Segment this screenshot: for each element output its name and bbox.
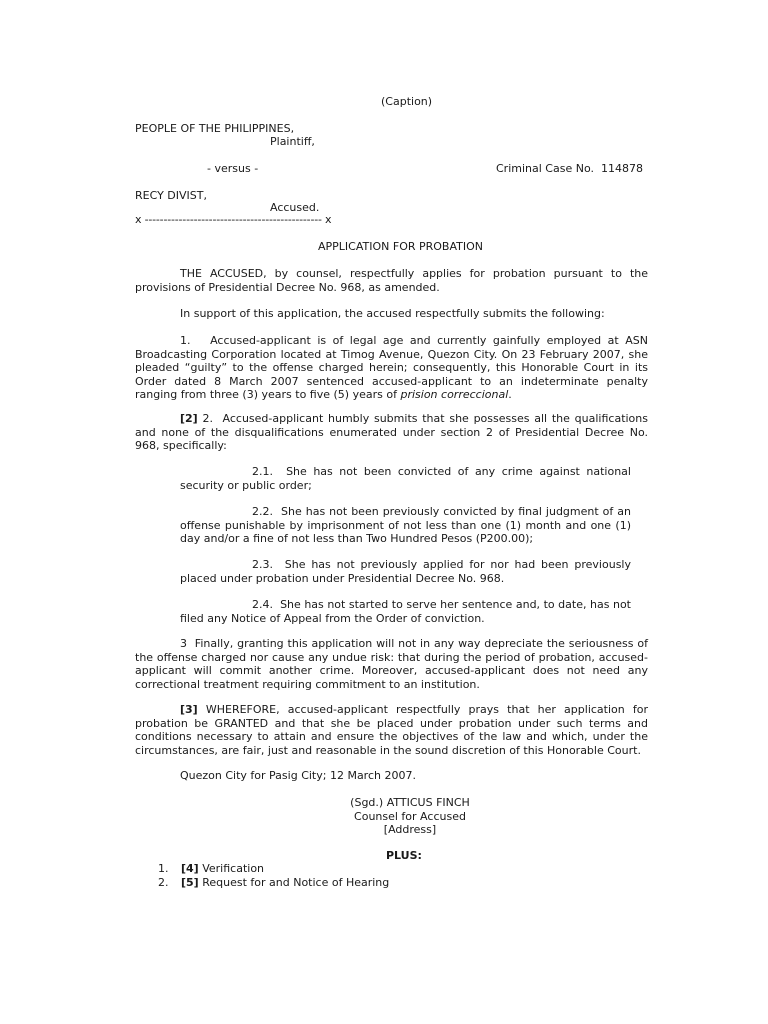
subitem-2-4 — [180, 598, 631, 625]
intro-text: THE ACCUSED, by counsel, respectfully applies for probation pursuant to the provisions of Presidential Decree No. 968, as amended. — [135, 267, 648, 294]
prayer-paragraph — [135, 703, 648, 757]
plaintiff-name: PEOPLE OF THE PHILIPPINES, — [135, 122, 295, 135]
support-paragraph — [135, 307, 648, 321]
plaintiff-role: Plaintiff, — [270, 135, 315, 148]
prayer-marker: [3] — [180, 703, 198, 716]
attachment-item — [158, 876, 389, 890]
document-title: APPLICATION FOR PROBATION — [318, 240, 483, 253]
attachment-item — [158, 862, 264, 876]
accused-role: Accused. — [270, 201, 320, 214]
caption: (Caption) — [381, 95, 433, 108]
intro-paragraph — [135, 267, 648, 294]
paragraph-3 — [135, 637, 648, 691]
attachment-number: 2. — [158, 876, 169, 889]
case-number: 114878 — [600, 162, 643, 175]
place-date-paragraph — [135, 769, 648, 783]
paragraph-2-marker: [2] — [180, 412, 198, 425]
attachment-number: 1. — [158, 862, 169, 875]
versus: - versus - — [207, 162, 259, 175]
place-date: Quezon City for Pasig City; 12 March 2007. — [180, 769, 416, 782]
paragraph-1-number: 1. — [180, 334, 191, 347]
signatory-title: Counsel for Accused — [354, 809, 466, 823]
signature-block — [300, 796, 520, 837]
paragraph-1-end: . — [508, 388, 512, 401]
paragraph-3-number: 3 — [180, 637, 187, 650]
paragraph-3-text: Finally, granting this application will not in any way depreciate the seriousness of the offense charged nor cause any undue risk: that during the period of probation, accused-applicant will commit another crime. Moreover, accused-applicant does not need any correctional treatment requiring commitment to an institution. — [135, 637, 648, 691]
accused-name: RECY DIVIST, — [135, 189, 207, 202]
attachment-label: Request for and Notice of Hearing — [202, 876, 390, 889]
subitem-2-3 — [180, 558, 631, 585]
paragraph-1-text: Accused-applicant is of legal age and currently gainfully employed at ASN Broadcasting Corporation located at Timog Avenue, Quezon City. On 23 February 2007, she pleaded “guilty” to the offense charged herein; consequently, this Honorable Court in its Order dated 8 March 2007 sentenced accused-applicant to an indeterminate penalty ranging from three (3) years to five (5) years of — [135, 334, 648, 401]
case-number-line — [496, 162, 643, 176]
signatory-name: (Sgd.) ATTICUS FINCH — [350, 796, 470, 809]
subitem-number: 2.2. — [252, 505, 273, 518]
subitem-text: She has not been previously convicted by final judgment of an offense punishable by imprisonment of not less than one (1) month and one (1) day and/or a fine of not less than Two Hundred Pesos (P200.00); — [180, 505, 632, 545]
subitem-text: She has not previously applied for nor had been previously placed under probation under Presidential Decree No. 968. — [180, 558, 631, 585]
prayer-text: WHEREFORE, accused-applicant respectfully prays that her application for probation be GRANTED and that she be placed under probation under such terms and conditions necessary to attain and ensure the objectives of the law and which, under the circumstances, are fair, just and reasonable in the sound discretion of this Honorable Court. — [135, 703, 648, 757]
subitem-number: 2.1. — [252, 465, 273, 478]
attachment-marker: [5] — [181, 876, 199, 889]
paragraph-2-number: 2. — [202, 412, 213, 425]
case-label: Criminal Case No. — [496, 162, 594, 175]
attachment-label: Verification — [202, 862, 265, 875]
signatory-address: [Address] — [383, 823, 437, 836]
subitem-number: 2.3. — [252, 558, 273, 571]
caption-separator: x ----------------------------------------------- x — [135, 213, 332, 226]
plus-heading: PLUS: — [386, 849, 422, 862]
paragraph-2 — [135, 412, 648, 453]
subitem-number: 2.4. — [252, 598, 273, 611]
attachment-marker: [4] — [181, 862, 199, 875]
subitem-2-1 — [180, 465, 631, 492]
subitem-text: She has not started to serve her sentence and, to date, has not filed any Notice of Appeal from the Order of conviction. — [180, 598, 631, 625]
paragraph-1-italic: prision correccional — [400, 388, 509, 401]
subitem-2-2 — [180, 505, 631, 546]
support-text: In support of this application, the accused respectfully submits the following: — [180, 307, 605, 320]
paragraph-1 — [135, 334, 648, 402]
paragraph-2-text: Accused-applicant humbly submits that she possesses all the qualifications and none of the disqualifications enumerated under section 2 of Presidential Decree No. 968, specifically: — [135, 412, 648, 452]
subitem-text: She has not been convicted of any crime against national security or public order; — [180, 465, 631, 492]
